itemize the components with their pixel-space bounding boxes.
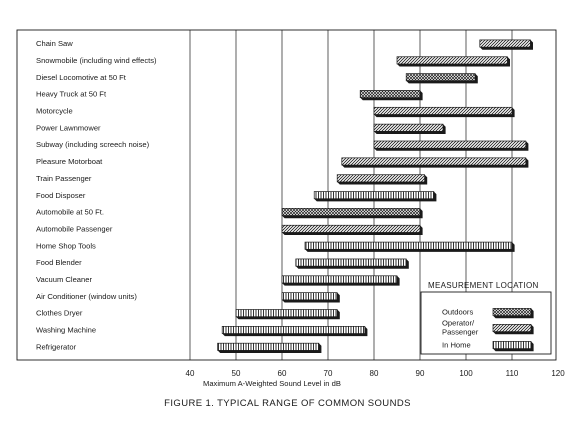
range-bar — [360, 90, 420, 97]
x-tick-label: 50 — [231, 369, 241, 378]
x-tick-label: 70 — [323, 369, 333, 378]
category-label: Train Passenger — [36, 173, 92, 183]
category-label: Air Conditioner (window units) — [36, 291, 137, 301]
category-label: Clothes Dryer — [36, 308, 83, 318]
range-bar — [236, 310, 337, 317]
category-label: Automobile Passenger — [36, 224, 113, 234]
x-tick-label: 60 — [277, 369, 287, 378]
category-label: Food Disposer — [36, 190, 86, 200]
legend-title: MEASUREMENT LOCATION — [428, 281, 539, 290]
category-label: Snowmobile (including wind effects) — [36, 55, 157, 65]
legend-label: Outdoors — [442, 307, 474, 317]
range-bar — [296, 259, 406, 266]
legend-label: Passenger — [442, 327, 479, 337]
legend-label: Operator/ — [442, 318, 475, 328]
category-label: Refrigerator — [36, 342, 77, 352]
legend-swatch — [493, 341, 531, 348]
range-bar — [374, 141, 526, 148]
x-tick-labels — [186, 369, 566, 378]
range-bar — [222, 326, 365, 333]
x-tick-label: 90 — [415, 369, 425, 378]
legend-swatch — [493, 324, 531, 331]
range-bar — [406, 74, 475, 81]
legend-label: In Home — [442, 340, 471, 350]
category-label: Diesel Locomotive at 50 Ft — [36, 72, 126, 82]
range-bar — [374, 107, 512, 114]
legend — [421, 281, 551, 354]
category-label: Motorcycle — [36, 106, 73, 116]
range-bar — [282, 225, 420, 232]
range-bar — [397, 57, 507, 64]
range-bar — [282, 208, 420, 215]
category-label: Chain Saw — [36, 39, 73, 49]
range-bar — [374, 124, 443, 131]
range-bar — [337, 175, 424, 182]
range-bar — [305, 242, 512, 249]
figure-caption: FIGURE 1. TYPICAL RANGE OF COMMON SOUNDS — [164, 398, 411, 409]
category-label: Vacuum Cleaner — [36, 275, 92, 284]
x-axis-title: Maximum A-Weighted Sound Level in dB — [203, 379, 341, 388]
category-label: Home Shop Tools — [36, 241, 96, 251]
range-bar — [218, 343, 319, 350]
category-label: Automobile at 50 Ft. — [36, 207, 104, 217]
range-bar — [342, 158, 526, 165]
x-tick-label: 80 — [369, 369, 379, 378]
x-tick-label: 110 — [505, 369, 519, 378]
x-tick-label: 40 — [185, 369, 195, 378]
category-labels — [36, 39, 157, 351]
legend-swatch — [493, 308, 531, 315]
range-bar — [282, 293, 337, 300]
category-label: Subway (including screech noise) — [36, 140, 150, 150]
category-label: Food Blender — [36, 258, 82, 268]
x-tick-label: 120 — [551, 369, 565, 378]
range-bar — [282, 276, 397, 283]
category-label: Pleasure Motorboat — [36, 157, 103, 167]
category-label: Power Lawnmower — [36, 123, 101, 133]
category-label: Washing Machine — [36, 325, 97, 335]
x-tick-label: 100 — [459, 369, 473, 378]
range-bar — [314, 192, 434, 199]
range-bar — [480, 40, 531, 47]
category-label: Heavy Truck at 50 Ft — [36, 89, 107, 99]
